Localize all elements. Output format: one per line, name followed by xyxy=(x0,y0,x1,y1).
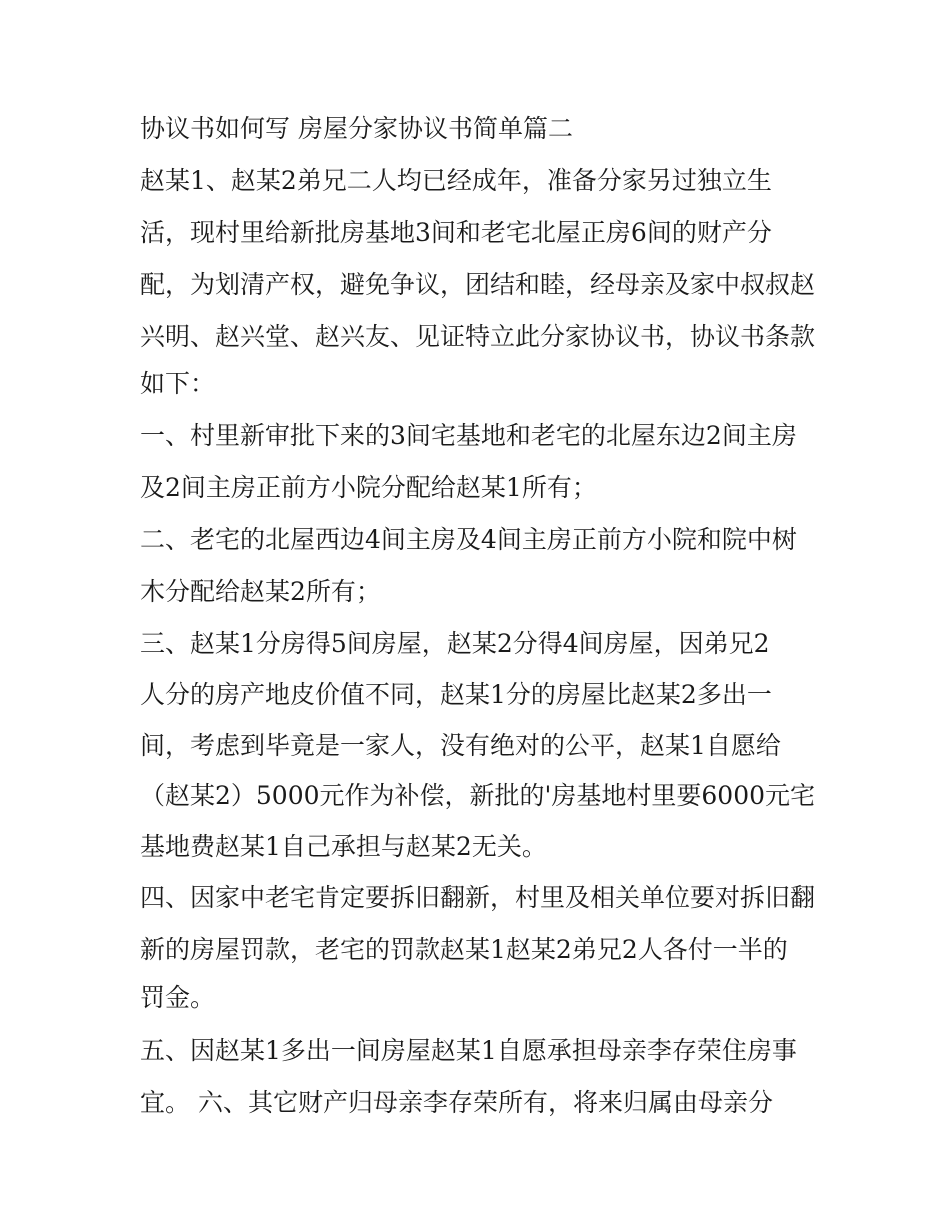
paragraph-line: 活，现村里给新批房基地3间和老宅北屋正房6间的财产分 xyxy=(140,218,772,247)
clause-line: 间，考虑到毕竟是一家人，没有绝对的公平，赵某1自愿给 xyxy=(140,731,781,760)
clause-line: 人分的房产地皮价值不同，赵某1分的房屋比赵某2多出一 xyxy=(140,680,772,709)
clause-line: 宜。 六、其它财产归母亲李存荣所有，将来归属由母亲分 xyxy=(140,1088,773,1117)
clause-line: 木分配给赵某2所有； xyxy=(140,577,381,606)
clause-line: 基地费赵某1自己承担与赵某2无关。 xyxy=(140,832,547,861)
clause-line: 三、赵某1分房得5间房屋，赵某2分得4间房屋，因弟兄2 xyxy=(140,629,770,658)
document-title: 协议书如何写 房屋分家协议书简单篇二 xyxy=(140,114,573,143)
clause-line: 五、因赵某1多出一间房屋赵某1自愿承担母亲李存荣住房事 xyxy=(140,1036,797,1065)
clause-line: 罚金。 xyxy=(140,983,216,1012)
clause-line: 及2间主房正前方小院分配给赵某1所有； xyxy=(140,473,597,502)
paragraph-line: 兴明、赵兴堂、赵兴友、见证特立此分家协议书，协议书条款 xyxy=(140,322,816,351)
clause-line: 四、因家中老宅肯定要拆旧翻新，村里及相关单位要对拆旧翻 xyxy=(140,883,816,912)
clause-line: 二、老宅的北屋西边4间主房及4间主房正前方小院和院中树 xyxy=(140,525,797,554)
paragraph-line: 如下： xyxy=(140,369,216,398)
clause-line: （赵某2）5000元作为补偿，新批的'房基地村里要6000元宅 xyxy=(140,781,816,810)
clause-line: 新的房屋罚款，老宅的罚款赵某1赵某2弟兄2人各付一半的 xyxy=(140,935,788,964)
paragraph-line: 配，为划清产权，避免争议，团结和睦，经母亲及家中叔叔赵 xyxy=(140,270,816,299)
clause-line: 一、村里新审批下来的3间宅基地和老宅的北屋东边2间主房 xyxy=(140,421,797,450)
paragraph-line: 赵某1、赵某2弟兄二人均已经成年，准备分家另过独立生 xyxy=(140,166,772,195)
